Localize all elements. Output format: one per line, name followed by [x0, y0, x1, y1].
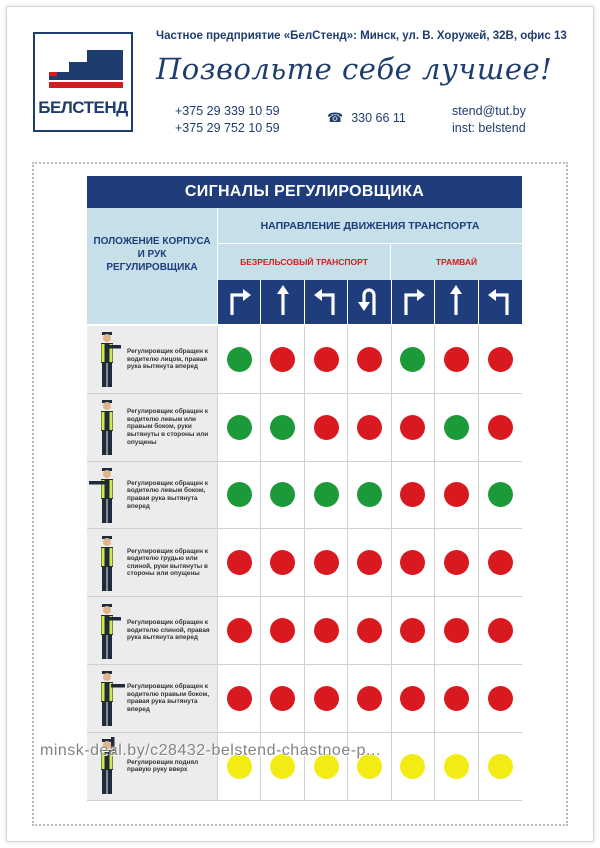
red-signal-dot: [488, 347, 513, 372]
red-signal-dot: [314, 618, 339, 643]
red-signal-dot: [444, 347, 469, 372]
red-signal-dot: [444, 618, 469, 643]
landline-number[interactable]: 330 66 11: [351, 111, 406, 125]
turn-right-icon: [224, 283, 254, 322]
contacts: [452, 103, 526, 137]
signal-cell: [392, 394, 435, 461]
traffic-controller-figure-icon: [87, 532, 127, 594]
u-turn-icon: [354, 283, 384, 322]
signal-cell: [348, 326, 391, 393]
signal-cell: [305, 394, 348, 461]
red-signal-dot: [314, 550, 339, 575]
signal-cell: [218, 529, 261, 596]
red-signal-dot: [400, 415, 425, 440]
signal-row: [87, 462, 522, 530]
turn-left-icon: [311, 283, 341, 322]
signal-cell: [261, 529, 304, 596]
red-signal-dot: [227, 686, 252, 711]
signal-cell: [479, 665, 522, 732]
pose-cell: [87, 462, 218, 529]
red-signal-dot: [227, 550, 252, 575]
board-title: СИГНАЛЫ РЕГУЛИРОВЩИКА: [87, 176, 522, 208]
signal-cell: [435, 394, 478, 461]
pose-description: Регулировщик обращен к водителю левым боком, правая рука вытянута вперед: [127, 479, 208, 510]
signal-cell: [435, 462, 478, 529]
red-signal-dot: [488, 550, 513, 575]
green-signal-dot: [488, 482, 513, 507]
signal-cell: [479, 394, 522, 461]
signal-cell: [479, 462, 522, 529]
logo-bars-graphic: [43, 48, 127, 94]
pose-cell: [87, 394, 218, 461]
signal-cell: [305, 597, 348, 664]
red-signal-dot: [314, 415, 339, 440]
direction-cell-7: [479, 280, 522, 324]
direction-header: НАПРАВЛЕНИЕ ДВИЖЕНИЯ ТРАНСПОРТА: [218, 208, 522, 244]
signal-cell: [261, 665, 304, 732]
signal-cell: [392, 462, 435, 529]
pose-description: Регулировщик обращен к водителю спиной, правая рука вытянута вперед: [127, 619, 210, 642]
signal-cell: [305, 326, 348, 393]
yellow-signal-dot: [444, 754, 469, 779]
signal-cell: [479, 597, 522, 664]
green-signal-dot: [227, 415, 252, 440]
straight-icon: [268, 283, 298, 322]
signal-cell: [348, 665, 391, 732]
signal-row: [87, 529, 522, 597]
signal-cell: [435, 597, 478, 664]
signal-cell: [435, 326, 478, 393]
red-signal-dot: [357, 686, 382, 711]
company-address: Частное предприятие «БелСтенд»: Минск, ул. В. Хоружей, 32В, офис 13: [156, 30, 567, 42]
signal-cell: [479, 326, 522, 393]
traffic-controller-figure-icon: [87, 600, 127, 662]
pose-description: Регулировщик обращен к водителю левым или правым боком, руки вытянуты в стороны или опущены: [127, 408, 209, 446]
red-signal-dot: [400, 550, 425, 575]
red-signal-dot: [270, 686, 295, 711]
signal-cell: [305, 665, 348, 732]
direction-cell-5: [392, 280, 435, 324]
watermark: minsk-deal.by/c28432-belstend-chastnoe-p...: [40, 742, 381, 759]
tram-header: ТРАМВАЙ: [391, 244, 522, 280]
pose-description: Регулировщик поднял правую руку вверх: [127, 758, 199, 774]
traffic-controller-figure-icon: [87, 667, 127, 729]
signal-cell: [392, 326, 435, 393]
signal-rows: [87, 326, 522, 801]
direction-cell-3: [305, 280, 348, 324]
signal-cell: [218, 597, 261, 664]
signal-cell: [479, 733, 522, 800]
traffic-controller-figure-icon: [87, 464, 127, 526]
signals-table: [87, 176, 522, 803]
belstend-logo: [33, 32, 133, 132]
green-signal-dot: [227, 347, 252, 372]
signal-cell: [348, 597, 391, 664]
signal-cell: [305, 462, 348, 529]
signal-cell: [392, 597, 435, 664]
direction-cell-2: [261, 280, 304, 324]
yellow-signal-dot: [488, 754, 513, 779]
straight-icon: [441, 283, 471, 322]
red-signal-dot: [357, 550, 382, 575]
turn-left-icon: [485, 283, 515, 322]
green-signal-dot: [270, 415, 295, 440]
pose-cell: [87, 529, 218, 596]
direction-cell-1: [218, 280, 261, 324]
red-signal-dot: [488, 618, 513, 643]
signal-cell: [479, 529, 522, 596]
telephone-icon: ☎: [327, 110, 344, 125]
red-signal-dot: [444, 482, 469, 507]
slogan: Позвольте себе лучшее!: [156, 52, 553, 86]
signal-cell: [305, 529, 348, 596]
pose-description: Регулировщик обращен к водителю лицом, правая рука вытянута вперед: [127, 348, 208, 371]
trackless-transport-header: БЕЗРЕЛЬСОВЫЙ ТРАНСПОРТ: [218, 244, 391, 280]
signal-row: [87, 597, 522, 665]
phone-1[interactable]: +375 29 339 10 59: [175, 104, 280, 118]
signal-row: [87, 665, 522, 733]
turn-right-icon: [398, 283, 428, 322]
pose-cell: [87, 597, 218, 664]
landline: [327, 110, 406, 126]
red-signal-dot: [400, 686, 425, 711]
signal-cell: [261, 597, 304, 664]
signal-cell: [348, 394, 391, 461]
signal-cell: [392, 529, 435, 596]
signal-cell: [348, 529, 391, 596]
red-signal-dot: [270, 347, 295, 372]
yellow-signal-dot: [400, 754, 425, 779]
direction-cell-4: [348, 280, 391, 324]
signal-cell: [435, 733, 478, 800]
red-signal-dot: [400, 618, 425, 643]
red-signal-dot: [270, 618, 295, 643]
signal-cell: [261, 462, 304, 529]
red-signal-dot: [227, 618, 252, 643]
signal-cell: [218, 665, 261, 732]
left-header-filler: [87, 300, 218, 324]
traffic-controller-figure-icon: [87, 396, 127, 458]
red-signal-dot: [444, 686, 469, 711]
red-signal-dot: [444, 550, 469, 575]
signal-cell: [261, 326, 304, 393]
green-signal-dot: [444, 415, 469, 440]
direction-cell-6: [435, 280, 478, 324]
red-signal-dot: [488, 686, 513, 711]
signal-cell: [435, 529, 478, 596]
signal-cell: [218, 462, 261, 529]
green-signal-dot: [357, 482, 382, 507]
green-signal-dot: [400, 347, 425, 372]
pose-cell: [87, 326, 218, 393]
pose-description: Регулировщик обращен к водителю правым боком, правая рука вытянута вперед: [127, 683, 210, 713]
green-signal-dot: [270, 482, 295, 507]
phone-2[interactable]: +375 29 752 10 59: [175, 121, 280, 135]
red-signal-dot: [400, 482, 425, 507]
green-signal-dot: [314, 482, 339, 507]
signal-cell: [348, 462, 391, 529]
signal-row: [87, 394, 522, 462]
red-signal-dot: [357, 618, 382, 643]
signal-cell: [392, 665, 435, 732]
green-signal-dot: [227, 482, 252, 507]
signal-cell: [261, 394, 304, 461]
instagram-handle[interactable]: inst: belstend: [452, 121, 526, 135]
signal-cell: [392, 733, 435, 800]
signal-cell: [218, 326, 261, 393]
email-link[interactable]: stend@tut.by: [452, 104, 526, 118]
traffic-controller-figure-icon: [87, 328, 127, 390]
red-signal-dot: [314, 686, 339, 711]
pose-cell: [87, 665, 218, 732]
red-signal-dot: [357, 415, 382, 440]
logo-text: БЕЛСТЕНД: [38, 98, 128, 117]
red-signal-dot: [314, 347, 339, 372]
left-column-header: ПОЛОЖЕНИЕ КОРПУСА И РУК РЕГУЛИРОВЩИКА: [87, 208, 218, 300]
red-signal-dot: [357, 347, 382, 372]
red-signal-dot: [270, 550, 295, 575]
red-signal-dot: [488, 415, 513, 440]
direction-arrows-row: [218, 280, 522, 324]
mobile-phones: [175, 103, 280, 137]
signal-row: [87, 326, 522, 394]
signal-cell: [435, 665, 478, 732]
pose-description: Регулировщик обращен к водителю грудью или спиной, руки вытянуты в стороны или опущены: [127, 547, 208, 578]
signal-cell: [218, 394, 261, 461]
